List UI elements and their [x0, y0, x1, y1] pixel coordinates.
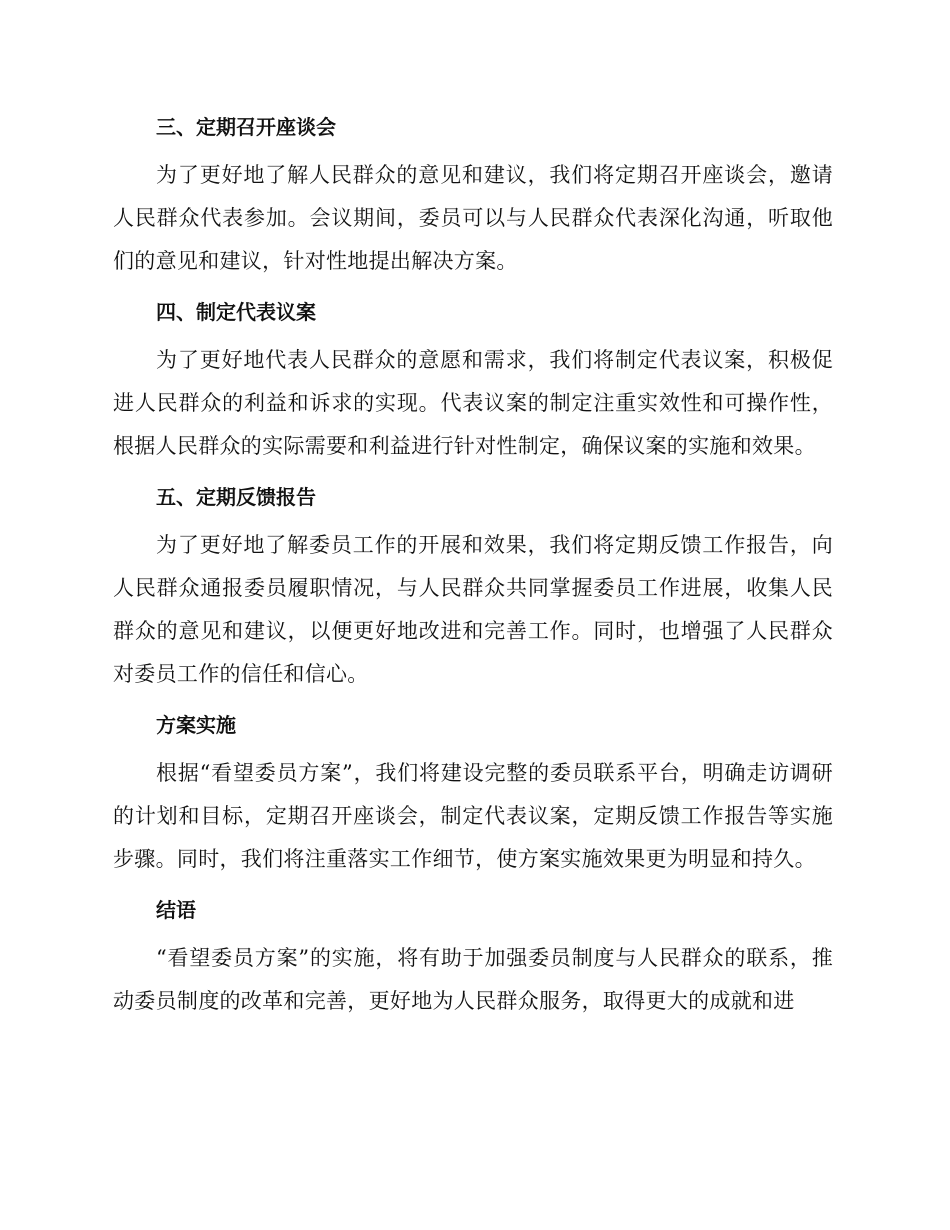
section-heading-conclusion: 结语	[156, 898, 196, 922]
section-paragraph-5: 为了更好地了解委员工作的开展和效果，我们将定期反馈工作报告，向人民群众通报委员履职情况，与人民群众共同掌握委员工作进展，收集人民群众的意见和建议，以便更好地改进和完善工作。同时，也增强了人民群众对委员工作的信任和信心。	[113, 533, 833, 686]
section-heading-4: 四、制定代表议案	[156, 300, 316, 324]
section-heading-5: 五、定期反馈报告	[156, 485, 316, 509]
section-heading-3: 三、定期召开座谈会	[156, 115, 336, 139]
section-paragraph-implementation: 根据“看望委员方案”，我们将建设完整的委员联系平台，明确走访调研的计划和目标，定期召开座谈会，制定代表议案，定期反馈工作报告等实施步骤。同时，我们将注重落实工作细节，使方案实施效果更为明显和持久。	[113, 761, 833, 871]
section-heading-implementation: 方案实施	[156, 713, 236, 737]
document-content	[113, 108, 833, 1033]
section-paragraph-conclusion: “看望委员方案”的实施，将有助于加强委员制度与人民群众的联系，推动委员制度的改革和完善，更好地为人民群众服务，取得更大的成就和进	[113, 946, 833, 1013]
section-paragraph-3: 为了更好地了解人民群众的意见和建议，我们将定期召开座谈会，邀请人民群众代表参加。会议期间，委员可以与人民群众代表深化沟通，听取他们的意见和建议，针对性地提出解决方案。	[113, 163, 833, 273]
section-paragraph-4: 为了更好地代表人民群众的意愿和需求，我们将制定代表议案，积极促进人民群众的利益和诉求的实现。代表议案的制定注重实效性和可操作性，根据人民群众的实际需要和利益进行针对性制定，确保议案的实施和效果。	[113, 348, 833, 458]
